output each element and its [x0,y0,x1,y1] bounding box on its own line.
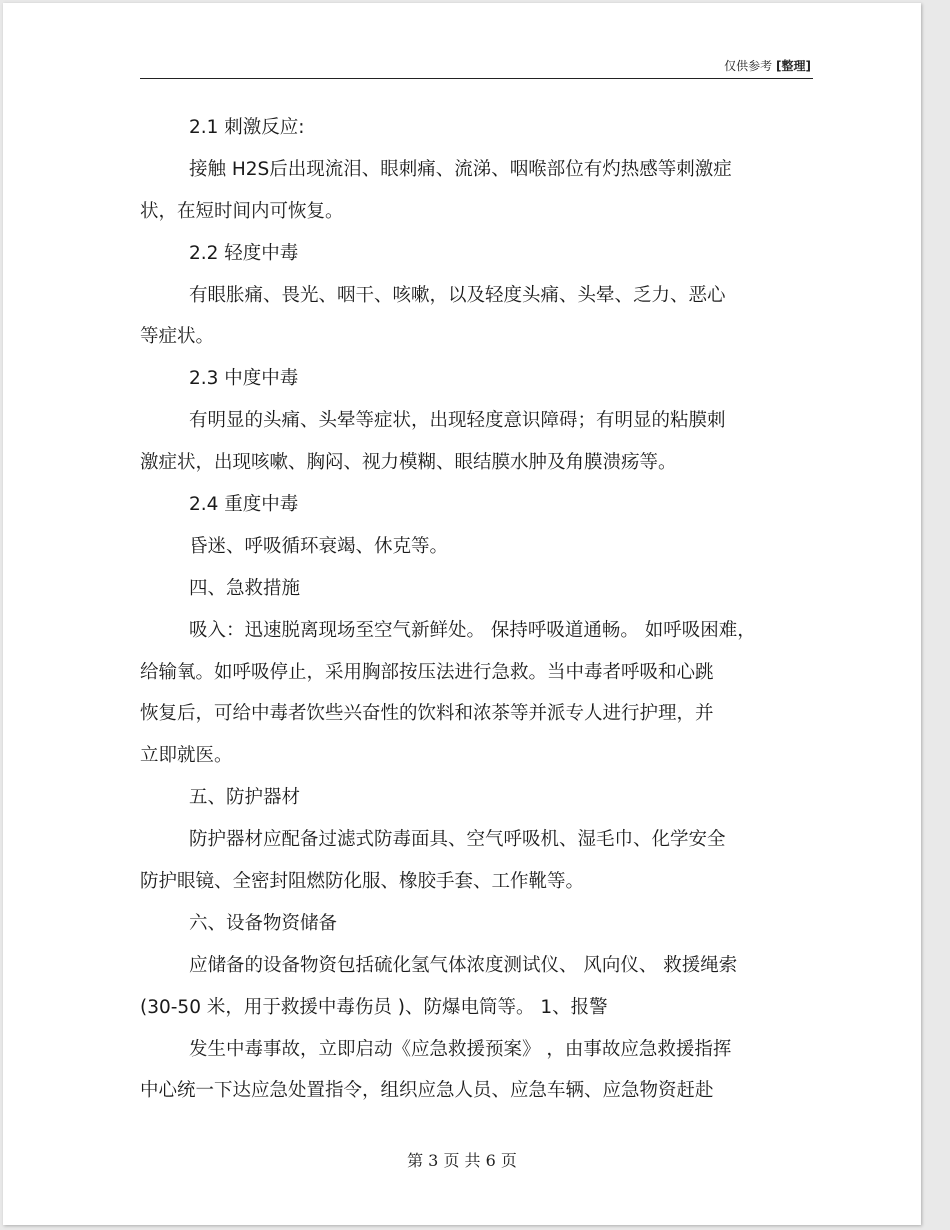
text-line: 状，在短时间内可恢复。 [140,200,344,222]
page-header [724,57,811,74]
text-line: 四、急救措施 [189,577,301,599]
text-line: 中心统一下达应急处置指令，组织应急人员、应急车辆、应急物资赶赴 [140,1080,714,1102]
text-line: (30-50 米，用于救援中毒伤员 )、防爆电筒等。 1、报警 [140,996,608,1018]
text-line: 2.4 重度中毒 [189,494,299,516]
text-line: 吸入：迅速脱离现场至空气新鲜处。 保持呼吸道通畅。 如呼吸困难， [189,619,756,641]
text-line: 2.3 中度中毒 [189,368,299,390]
text-line: 防护眼镜、全密封阻燃防化服、橡胶手套、工作靴等。 [140,871,585,893]
text-line: 2.1 刺激反应: [189,117,305,138]
text-line: 应储备的设备物资包括硫化氢气体浓度测试仪、 风向仪、 救援绳索 [189,954,738,976]
text-line: 六、设备物资储备 [189,912,338,934]
text-line: 有眼胀痛、畏光、咽干、咳嗽，以及轻度头痛、头晕、乏力、恶心 [189,284,726,306]
text-line: 防护器材应配备过滤式防毒面具、空气呼吸机、湿毛巾、化学安全 [189,829,726,851]
text-line: 恢复后，可给中毒者饮些兴奋性的饮料和浓茶等并派专人进行护理，并 [140,703,714,725]
text-line: 五、防护器材 [189,787,301,809]
text-line: 2.2 轻度中毒 [189,242,299,264]
header-tag: [整理] [776,59,811,73]
body-text [140,107,820,1112]
text-line: 等症状。 [140,326,215,348]
text-line: 给输氧。如呼吸停止，采用胸部按压法进行急救。当中毒者呼吸和心跳 [140,661,714,683]
document-page [3,3,921,1225]
page-footer: 第 3 页 共 6 页 [407,1151,517,1170]
text-line: 接触 H2S后出现流泪、眼刺痛、流涕、咽喉部位有灼热感等刺激症 [189,158,732,180]
text-line: 立即就医。 [140,745,233,767]
header-divider [140,78,813,79]
text-line: 有明显的头痛、头晕等症状，出现轻度意识障碍；有明显的粘膜刺 [189,410,726,432]
text-line: 激症状，出现咳嗽、胸闷、视力模糊、眼结膜水肿及角膜溃疡等。 [140,452,677,474]
text-line: 昏迷、呼吸循环衰竭、休克等。 [189,535,449,557]
header-label: 仅供参考 [724,59,773,73]
text-line: 发生中毒事故，立即启动《应急救援预案》 ，由事故应急救援指挥 [189,1038,732,1060]
